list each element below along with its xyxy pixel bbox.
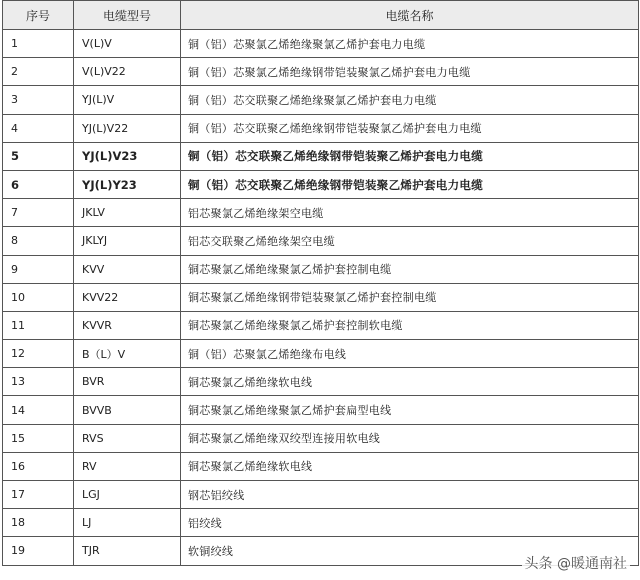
cell-serial: 17 [3, 481, 74, 509]
cell-model: B（L）V [74, 340, 181, 368]
cell-name: 软铜绞线 [181, 537, 639, 565]
cell-name: 铜芯聚氯乙烯绝缘聚氯乙烯护套控制电缆 [181, 255, 639, 283]
table-row [3, 170, 639, 198]
cell-model: LGJ [74, 481, 181, 509]
cell-serial: 7 [3, 199, 74, 227]
cell-name: 铜（铝）芯交联聚乙烯绝缘聚氯乙烯护套电力电缆 [181, 86, 639, 114]
table-row [3, 452, 639, 480]
cell-serial: 1 [3, 30, 74, 58]
cell-name: 铜芯聚氯乙烯绝缘软电线 [181, 452, 639, 480]
cell-model: V(L)V22 [74, 58, 181, 86]
cell-model: LJ [74, 509, 181, 537]
table-row [3, 58, 639, 86]
cell-name: 铜芯聚氯乙烯绝缘聚氯乙烯护套控制软电缆 [181, 311, 639, 339]
table-row [3, 368, 639, 396]
cell-name: 铜（铝）芯聚氯乙烯绝缘聚氯乙烯护套电力电缆 [181, 30, 639, 58]
cell-model: BVVB [74, 396, 181, 424]
cell-name: 铝芯交联聚乙烯绝缘架空电缆 [181, 227, 639, 255]
cell-serial: 10 [3, 283, 74, 311]
cell-model: V(L)V [74, 30, 181, 58]
cell-serial: 9 [3, 255, 74, 283]
header-row [3, 1, 639, 30]
cell-serial: 5 [3, 142, 74, 170]
cell-model: YJ(L)V22 [74, 114, 181, 142]
cell-model: TJR [74, 537, 181, 565]
cell-model: YJ(L)Y23 [74, 170, 181, 198]
table-row [3, 283, 639, 311]
header-name: 电缆名称 [181, 1, 639, 30]
table-row [3, 340, 639, 368]
cell-name: 铜芯聚氯乙烯绝缘聚氯乙烯护套扁型电线 [181, 396, 639, 424]
header-model: 电缆型号 [74, 1, 181, 30]
cell-name: 铜（铝）芯交联聚乙烯绝缘钢带铠装聚乙烯护套电力电缆 [181, 170, 639, 198]
table-row [3, 142, 639, 170]
cable-table [2, 0, 639, 566]
cell-serial: 19 [3, 537, 74, 565]
cell-serial: 18 [3, 509, 74, 537]
cell-name: 铝芯聚氯乙烯绝缘架空电缆 [181, 199, 639, 227]
cell-serial: 14 [3, 396, 74, 424]
cell-model: BVR [74, 368, 181, 396]
table-row [3, 30, 639, 58]
cell-model: JKLYJ [74, 227, 181, 255]
cell-serial: 12 [3, 340, 74, 368]
cell-name: 铜芯聚氯乙烯绝缘软电线 [181, 368, 639, 396]
table-row [3, 199, 639, 227]
header-serial: 序号 [3, 1, 74, 30]
cell-name: 铜（铝）芯聚氯乙烯绝缘钢带铠装聚氯乙烯护套电力电缆 [181, 58, 639, 86]
cell-name: 铜（铝）芯交联聚乙烯绝缘钢带铠装聚乙烯护套电力电缆 [181, 142, 639, 170]
cell-serial: 6 [3, 170, 74, 198]
table-row [3, 509, 639, 537]
cell-serial: 11 [3, 311, 74, 339]
cell-model: YJ(L)V [74, 86, 181, 114]
cell-model: RVS [74, 424, 181, 452]
cell-name: 铜芯聚氯乙烯绝缘钢带铠装聚氯乙烯护套控制电缆 [181, 283, 639, 311]
cell-model: YJ(L)V23 [74, 142, 181, 170]
cell-serial: 4 [3, 114, 74, 142]
cell-serial: 13 [3, 368, 74, 396]
table-row [3, 481, 639, 509]
table-row [3, 227, 639, 255]
table-row [3, 396, 639, 424]
cell-model: JKLV [74, 199, 181, 227]
cell-name: 铝绞线 [181, 509, 639, 537]
table-row [3, 114, 639, 142]
watermark: 头条 @暖通南社 [522, 552, 630, 574]
cell-model: RV [74, 452, 181, 480]
cell-name: 铜（铝）芯聚氯乙烯绝缘布电线 [181, 340, 639, 368]
cell-serial: 16 [3, 452, 74, 480]
cell-serial: 2 [3, 58, 74, 86]
cell-name: 铜（铝）芯交联聚乙烯绝缘钢带铠装聚氯乙烯护套电力电缆 [181, 114, 639, 142]
cell-serial: 3 [3, 86, 74, 114]
table-row [3, 255, 639, 283]
cell-model: KVVR [74, 311, 181, 339]
cell-serial: 15 [3, 424, 74, 452]
cell-name: 钢芯铝绞线 [181, 481, 639, 509]
cell-model: KVV22 [74, 283, 181, 311]
cell-serial: 8 [3, 227, 74, 255]
cell-model: KVV [74, 255, 181, 283]
table-row [3, 311, 639, 339]
cell-name: 铜芯聚氯乙烯绝缘双绞型连接用软电线 [181, 424, 639, 452]
table-row [3, 86, 639, 114]
table-row [3, 424, 639, 452]
